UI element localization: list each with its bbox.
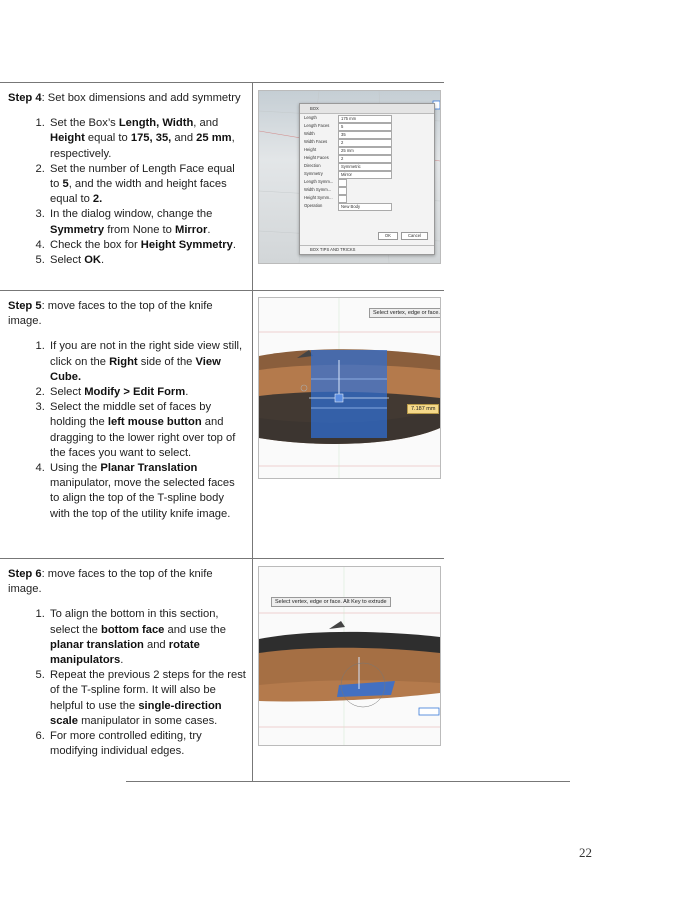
dialog-row-value[interactable]: 2: [338, 155, 392, 163]
dialog-row: [300, 146, 434, 154]
dialog-row-label: Length Symm...: [304, 179, 334, 184]
text-run: .: [185, 386, 189, 399]
bold-term: single-direction scale: [50, 699, 222, 727]
dialog-row-label: Symmetry: [304, 171, 323, 176]
text-run: .: [232, 238, 236, 251]
dialog-row-label: Width Faces: [304, 139, 328, 144]
dimension-input[interactable]: 7.187 mm: [407, 404, 439, 414]
dialog-row-label: Height Faces: [304, 155, 329, 160]
dialog-row: [300, 154, 434, 162]
dialog-row-value[interactable]: Mirror: [338, 171, 392, 179]
text-run: equal to: [84, 132, 131, 145]
step-item: [48, 668, 246, 729]
text-run: , respectively.: [50, 132, 235, 160]
dialog-row-value[interactable]: 25 mm: [338, 147, 392, 155]
text-run: and dragging to the lower right over top of the faces you want to select.: [50, 416, 236, 459]
bold-term: View Cube.: [50, 355, 221, 383]
bold-term: 5: [62, 178, 69, 191]
text-run: and use the: [164, 623, 226, 636]
dialog-row: [300, 138, 434, 146]
step-6-text: [8, 567, 246, 759]
dialog-row: [300, 170, 434, 178]
bold-term: Right: [109, 355, 138, 368]
step-item: [48, 238, 246, 253]
ok-button[interactable]: OK: [378, 232, 398, 240]
dialog-row: [300, 202, 434, 210]
text-run: For more controlled editing, try modifying individual edges.: [50, 730, 202, 758]
text-run: .: [120, 654, 124, 667]
step-item: [48, 162, 246, 208]
bold-term: OK: [84, 254, 101, 267]
knife-bottom-view: [259, 567, 440, 745]
column-divider: [252, 82, 253, 782]
dialog-row-label: Width: [304, 131, 315, 136]
text-run: Repeat the previous 2 steps for the rest of the T-spline form. It will also be helpful to use the: [50, 669, 246, 712]
page-number: 22: [579, 845, 592, 860]
step-item: [48, 207, 246, 237]
dialog-row-label: Direction: [304, 163, 321, 168]
dialog-row-label: Width Symm...: [304, 187, 332, 192]
step-6-row: [0, 558, 444, 782]
bold-term: 175, 35,: [130, 132, 172, 145]
bold-term: Mirror: [175, 223, 208, 236]
text-run: Using the: [50, 462, 101, 475]
dialog-row-label: Height Symm...: [304, 195, 333, 200]
bold-term: planar translation: [50, 638, 144, 651]
dialog-row-label: Length: [304, 115, 317, 120]
text-run: side of the: [137, 355, 196, 368]
step-4-text: [8, 91, 246, 268]
dialog-row-value[interactable]: New Body: [338, 203, 392, 211]
step-item: [48, 461, 246, 522]
bold-term: Planar Translation: [100, 462, 198, 475]
edit-form-screenshot: [258, 297, 441, 479]
bold-term: Modify > Edit Form: [84, 386, 186, 399]
step-heading: Step 6: move faces to the top of the knife image.: [8, 568, 213, 596]
bold-term: Length, Width: [118, 117, 194, 130]
step-4-row: [0, 82, 444, 291]
dialog-row-value[interactable]: Symmetric: [338, 163, 392, 171]
text-run: To align the bottom in this section, select the: [50, 608, 219, 636]
dialog-title: BOX: [300, 104, 434, 114]
box-dialog-screenshot: [258, 90, 441, 264]
text-run: .: [100, 254, 105, 267]
bottom-face-screenshot: [258, 566, 441, 746]
text-run: , and: [193, 117, 219, 130]
text-run: manipulator, move the selected faces to align the top of the T-spline body with the top of the utility knife image.: [50, 477, 235, 520]
dialog-row-label: Operation: [304, 203, 323, 208]
dialog-row: [300, 162, 434, 170]
knife-top-view: [259, 298, 440, 478]
text-run: , and the width and height faces equal to: [50, 178, 227, 206]
selection-tooltip: Select vertex, edge or face. Alt Key to extrude: [271, 597, 391, 607]
text-run: Select the middle set of faces by holding the: [50, 401, 212, 429]
dialog-row-label: Length Faces: [304, 123, 330, 128]
text-run: Set the Box’s: [50, 117, 119, 130]
dialog-row-label: Height: [304, 147, 317, 152]
text-run: and: [171, 132, 197, 145]
bold-term: 2.: [92, 193, 103, 206]
dialog-row: [300, 186, 434, 194]
text-run: .: [207, 223, 211, 236]
text-run: Select: [50, 386, 85, 399]
text-run: manipulator in some cases.: [78, 714, 218, 727]
dialog-row: [300, 122, 434, 130]
step-5-text: [8, 299, 246, 522]
bold-term: bottom face: [101, 623, 165, 636]
step-item: [48, 253, 246, 268]
dialog-row-value[interactable]: 2: [338, 139, 392, 147]
step-list: [8, 116, 246, 268]
bold-term: Height Symmetry: [140, 238, 233, 251]
dialog-row: [300, 114, 434, 122]
cancel-button[interactable]: Cancel: [401, 232, 428, 240]
bold-term: Height: [50, 132, 85, 145]
dialog-row-value[interactable]: 35: [338, 131, 392, 139]
step-list: [8, 339, 246, 521]
text-run: If you are not in the right side view still, click on the: [50, 340, 243, 368]
dialog-row: [300, 178, 434, 186]
step-5-row: [0, 290, 444, 559]
text-run: Set the number of Length Face equal to: [50, 162, 235, 191]
step-item: [48, 339, 246, 385]
step-item: [48, 400, 246, 461]
selection-tooltip: Select vertex, edge or face.: [369, 308, 441, 318]
step-heading: Step 5: move faces to the top of the knife image.: [8, 300, 213, 328]
text-run: Select: [50, 254, 85, 267]
text-run: and: [143, 638, 169, 651]
box-dialog: [299, 103, 435, 255]
bold-term: left mouse button: [107, 416, 202, 429]
step-item: [48, 607, 246, 668]
dialog-row: [300, 130, 434, 138]
table-bottom-rule: [126, 781, 570, 782]
step-list: [8, 607, 246, 759]
text-run: Check the box for: [50, 238, 141, 251]
step-item: [48, 116, 246, 162]
text-run: In the dialog window, change the: [50, 208, 213, 221]
bold-term: 25 mm: [196, 132, 232, 145]
dialog-row-value[interactable]: 175 mm: [338, 115, 392, 123]
step-item: [48, 385, 246, 400]
bold-term: Symmetry: [50, 223, 105, 236]
bold-term: rotate manipulators: [50, 638, 200, 667]
step-item: [48, 729, 246, 759]
text-run: from None to: [104, 223, 175, 236]
dialog-row: [300, 194, 434, 202]
dialog-footer[interactable]: BOX TIPS AND TRICKS: [300, 245, 434, 254]
dialog-row-value[interactable]: 5: [338, 123, 392, 131]
step-heading: Step 4: Set box dimensions and add symmetry: [8, 92, 241, 104]
